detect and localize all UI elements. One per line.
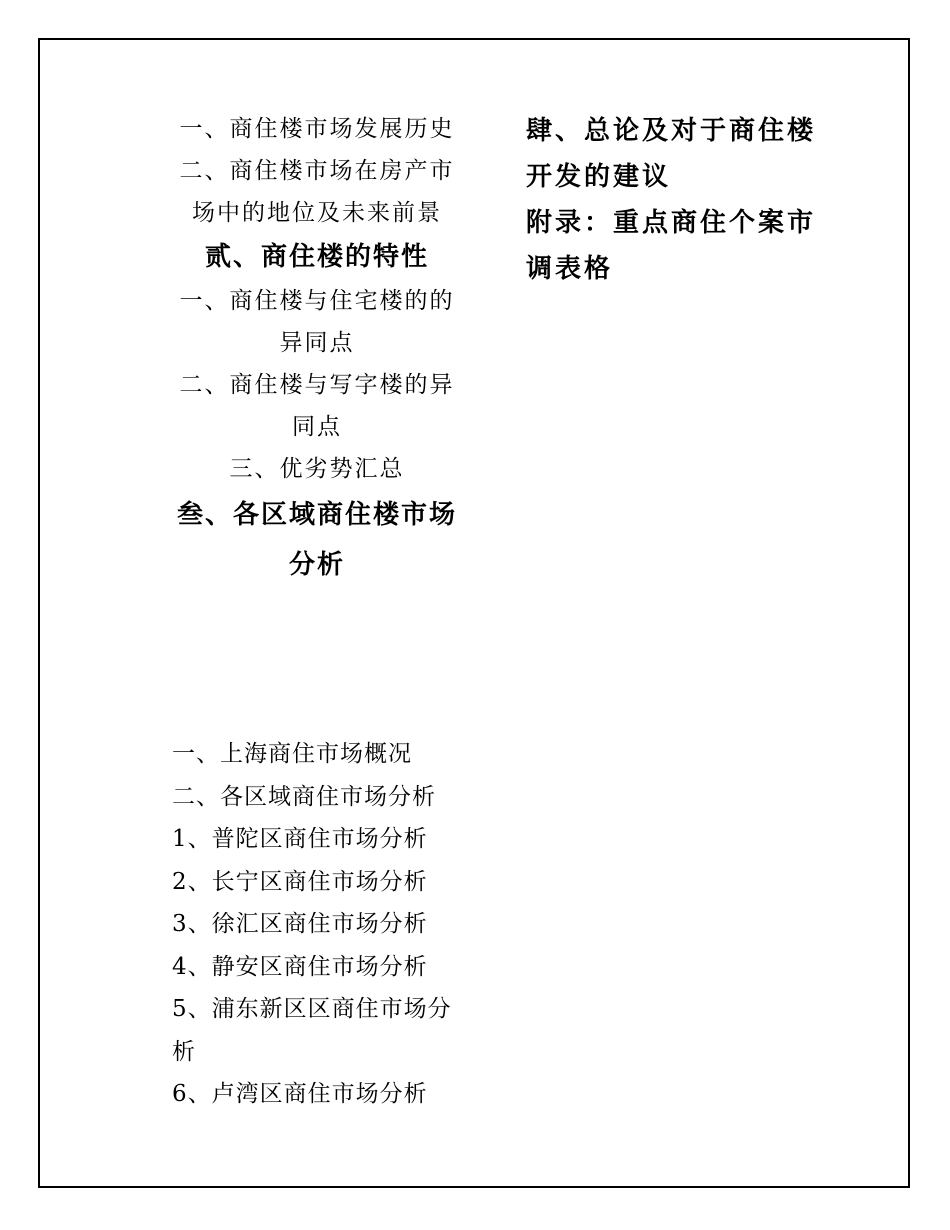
toc-item: 一、商住楼市场发展历史: [179, 116, 455, 142]
toc-item: 二、各区域商住市场分析: [172, 783, 436, 810]
toc-item: 5、浦东新区区商住市场分: [172, 996, 452, 1022]
section-heading-2: 贰、商住楼的特性: [204, 242, 429, 272]
section-heading-4: 肆、总论及对于商住楼: [526, 116, 817, 146]
toc-item: 二、商住楼市场在房产市: [179, 158, 455, 184]
toc-item: 三、优劣势汇总: [229, 456, 405, 482]
toc-right: [526, 108, 826, 292]
toc-item: 异同点: [279, 330, 355, 356]
toc-item: 6、卢湾区商住市场分析: [172, 1081, 428, 1107]
toc-left-top: [176, 108, 458, 590]
toc-item: 二、商住楼与写字楼的异: [179, 372, 455, 398]
appendix-heading-cont: 调表格: [526, 254, 614, 284]
toc-item: 一、上海商住市场概况: [172, 741, 412, 767]
section-heading-4-cont: 开发的建议: [526, 162, 672, 192]
toc-item: 3、徐汇区商住市场分析: [172, 911, 428, 937]
section-heading-3-cont: 分析: [288, 550, 345, 580]
toc-item: 同点: [292, 414, 342, 440]
toc-item: 场中的地位及未来前景: [192, 200, 442, 226]
toc-item: 2、长宁区商住市场分析: [172, 868, 428, 895]
toc-item: 4、静安区商住市场分析: [172, 953, 428, 980]
toc-item: 析: [172, 1038, 196, 1065]
section-heading-3: 叁、各区域商住楼市场: [176, 500, 457, 530]
toc-item: 1、普陀区商住市场分析: [172, 826, 428, 852]
toc-left-bottom: [172, 733, 462, 1116]
toc-item: 一、商住楼与住宅楼的的: [179, 288, 455, 314]
appendix-heading: 附录：重点商住个案市: [526, 208, 817, 238]
